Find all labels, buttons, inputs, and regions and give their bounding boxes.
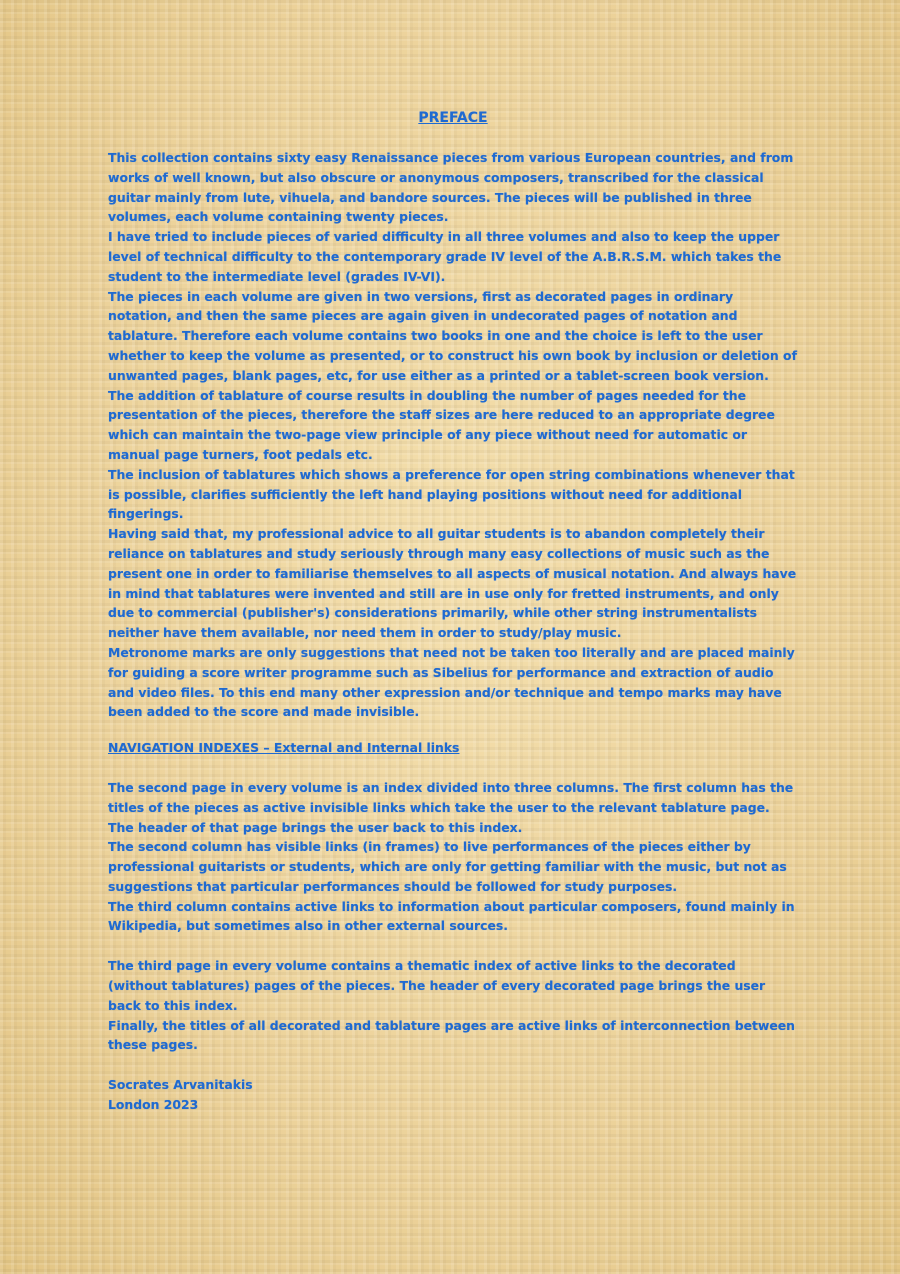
thematic-paragraph-2: Finally, the titles of all decorated and tablature pages are active links of interconnection between these pages. xyxy=(108,1017,795,1053)
signature-block xyxy=(108,1075,798,1115)
preface-paragraph-4: The inclusion of tablatures which shows a preference for open string combinations whenever that is possible, clarifies sufficiently the left hand playing positions without need for additional fingerings. xyxy=(108,466,795,522)
preface-body xyxy=(108,148,798,722)
preface-paragraph-2: I have tried to include pieces of varied difficulty in all three volumes and also to keep the upper level of technical difficulty to the contemporary grade IV level of the A.B.R.S.M. which takes the student to the intermediate level (grades IV-VI). xyxy=(108,229,782,284)
preface-paragraph-3: The pieces in each volume are given in two versions, first as decorated pages in ordinary notation, and then the same pieces are again given in undecorated pages of notation and tablature. Therefore each volume contains two books in one and the choice is left to the user whether to keep the volume as presented, or to construct his own book by inclusion or deletion of unwanted pages, blank pages, etc, for use either as a printed or a tablet-screen book version. The addition of tablature of course results in doubling the number of pages needed for the presentation of the pieces, therefore the staff sizes are here reduced to an appropriate degree which can maintain the two-page view principle of any piece without need for automatic or manual page turners, foot pedals etc. xyxy=(108,288,797,462)
thematic-body xyxy=(108,956,798,1055)
thematic-paragraph-1: The third page in every volume contains a thematic index of active links to the decorated (without tablatures) pages of the pieces. The header of every decorated page brings the user back to this index. xyxy=(108,958,766,1013)
navigation-paragraph-3: The third column contains active links to information about particular composers, found mainly in Wikipedia, but sometimes also in other external sources. xyxy=(108,898,795,934)
navigation-paragraph-1: The second page in every volume is an index divided into three columns. The first column has the titles of the pieces as active invisible links which take the user to the relevant tablature page. The header of that page brings the user back to this index. xyxy=(108,779,794,835)
place-date: London 2023 xyxy=(108,1097,199,1113)
navigation-heading: NAVIGATION INDEXES – External and Internal links xyxy=(108,740,460,756)
preface-paragraph-6: Metronome marks are only suggestions that need not be taken too literally and are placed mainly for guiding a score writer programme such as Sibelius for performance and extraction of audio and video files. To this end many other expression and/or technique and tempo marks may have been added to the score and made invisible. xyxy=(108,644,795,720)
navigation-body xyxy=(108,778,798,936)
page-title: PREFACE xyxy=(418,110,488,126)
author-name: Socrates Arvanitakis xyxy=(108,1077,253,1093)
navigation-paragraph-2: The second column has visible links (in frames) to live performances of the pieces either by professional guitarists or students, which are only for getting familiar with the music, but not as suggestions that particular performances should be followed for study purposes. xyxy=(108,839,787,894)
preface-paragraph-1: This collection contains sixty easy Renaissance pieces from various European countries, and from works of well known, but also obscure or anonymous composers, transcribed for the classical guitar mainly from lute, vihuela, and bandore sources. The pieces will be published in three volumes, each volume containing twenty pieces. xyxy=(108,150,794,225)
preface-paragraph-5: Having said that, my professional advice to all guitar students is to abandon completely their reliance on tablatures and study seriously through many easy collections of music such as the present one in order to familiarise themselves to all aspects of musical notation. And always have in mind that tablatures were invented and still are in use only for fretted instruments, and only due to commercial (publisher's) considerations primarily, while other string instrumentalists neither have them available, nor need them in order to study/play music. xyxy=(108,526,797,641)
document-content xyxy=(108,108,798,1115)
